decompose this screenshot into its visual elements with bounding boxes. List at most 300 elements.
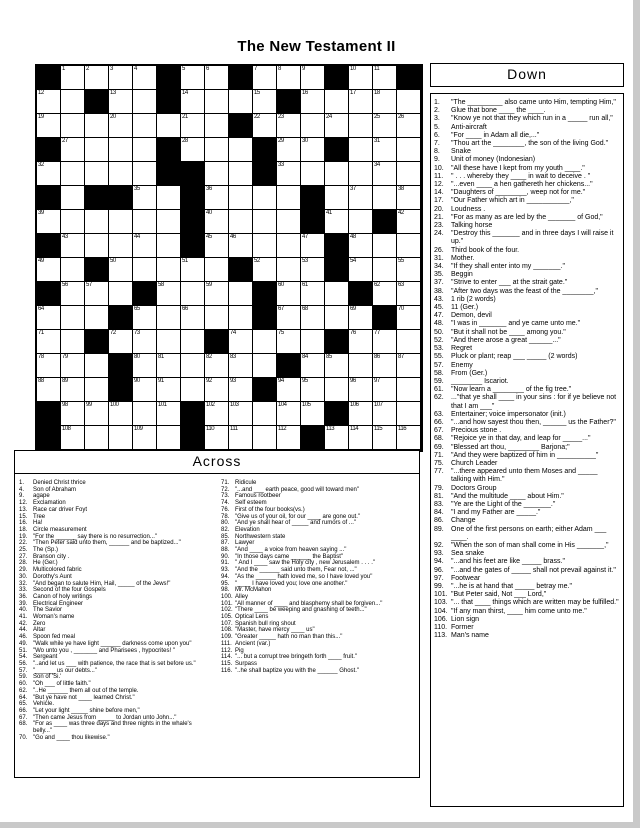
clue-number: 12. xyxy=(434,181,444,189)
clue-number: 95. xyxy=(221,580,230,587)
grid-cell-number: 103 xyxy=(230,402,239,408)
grid-cell xyxy=(349,330,373,354)
grid-black-cell xyxy=(253,282,277,306)
grid-cell xyxy=(373,234,397,258)
down-clue xyxy=(434,206,621,214)
grid-black-cell xyxy=(325,234,349,258)
across-clue xyxy=(221,527,415,534)
grid-cell-number: 11 xyxy=(374,66,380,72)
clue-number: 106. xyxy=(434,615,448,623)
grid-cell xyxy=(253,354,277,378)
grid-cell-number: 106 xyxy=(350,402,359,408)
down-clue xyxy=(434,411,621,419)
down-clue xyxy=(434,427,621,435)
across-clue xyxy=(221,601,415,608)
across-clue xyxy=(221,493,415,500)
grid-cell xyxy=(157,258,181,282)
down-clue xyxy=(434,288,621,296)
down-clue xyxy=(434,197,621,205)
down-clue xyxy=(434,320,621,328)
clue-number: 6. xyxy=(434,131,440,139)
grid-cell xyxy=(181,330,205,354)
clue-number: 12. xyxy=(19,500,28,507)
grid-black-cell xyxy=(373,306,397,330)
clue-text: Altar xyxy=(33,627,46,634)
down-clue xyxy=(434,378,621,386)
clue-number: 27. xyxy=(19,553,28,560)
down-clue xyxy=(434,279,621,287)
grid-cell-number: 24 xyxy=(326,114,332,120)
clue-number: 87. xyxy=(221,540,230,547)
grid-cell xyxy=(325,186,349,210)
clue-text: Second of the four Gospels xyxy=(33,587,106,594)
clue-text: Snake xyxy=(451,148,471,156)
clue-number: 99. xyxy=(434,582,444,590)
grid-cell xyxy=(181,258,205,282)
grid-cell xyxy=(61,354,85,378)
clue-text: "...he is at hand that _____ betray me." xyxy=(451,582,572,590)
grid-cell-number: 55 xyxy=(398,258,404,264)
grid-cell xyxy=(157,402,181,426)
grid-cell xyxy=(205,186,229,210)
grid-cell xyxy=(37,378,61,402)
clue-text: "Walk while ye have light ______ darkness come upon you" xyxy=(33,640,192,647)
grid-cell xyxy=(397,378,421,402)
grid-cell xyxy=(61,114,85,138)
clue-text: He (Ger.) xyxy=(33,560,58,567)
grid-cell-number: 6 xyxy=(206,66,209,72)
clue-number: 102. xyxy=(221,607,233,614)
clue-text: Tree xyxy=(33,513,46,520)
clue-number: 91. xyxy=(221,560,230,567)
clue-text: "In those days came ______ the Baptist" xyxy=(235,553,343,560)
clue-text: Doctors Group xyxy=(451,484,497,492)
grid-cell-number: 44 xyxy=(134,234,140,240)
grid-black-cell xyxy=(109,378,133,402)
clue-number: 63. xyxy=(434,410,444,418)
grid-cell-number: 48 xyxy=(350,234,356,240)
clue-text: The Savior xyxy=(33,607,63,614)
clue-number: 67. xyxy=(434,427,444,435)
across-clue xyxy=(19,493,213,500)
grid-cell-number: 101 xyxy=(158,402,167,408)
grid-cell-number: 109 xyxy=(134,426,143,432)
clue-number: 61. xyxy=(434,386,444,394)
across-clue xyxy=(221,547,415,554)
grid-black-cell xyxy=(325,330,349,354)
grid-black-cell xyxy=(85,330,109,354)
grid-cell xyxy=(373,114,397,138)
clue-number: 59. xyxy=(434,377,444,385)
clue-number: 81. xyxy=(434,492,444,500)
across-clue xyxy=(221,614,415,621)
grid-cell xyxy=(109,90,133,114)
clue-text: One of the first persons on earth; either Adam ___ ____. xyxy=(451,525,607,541)
down-header: Down xyxy=(430,63,624,87)
clue-text: "All these have I kept from my youth ____." xyxy=(451,164,585,172)
down-clue xyxy=(434,509,621,517)
grid-cell xyxy=(397,114,421,138)
down-clue xyxy=(434,173,621,181)
clue-number: 76. xyxy=(221,506,230,513)
clue-text: Enemy xyxy=(451,361,473,369)
clue-text: "Blessed art thou, ________ Barjona;" xyxy=(451,443,570,451)
clue-number: 57. xyxy=(434,361,444,369)
clue-number: 93. xyxy=(434,550,444,558)
grid-cell-number: 74 xyxy=(230,330,236,336)
grid-cell-number: 14 xyxy=(182,90,188,96)
clue-text: "..and let us ___ with patience, the race that is set before us." xyxy=(33,660,196,667)
clue-number: 8. xyxy=(434,148,440,156)
clue-number: 110. xyxy=(434,624,448,631)
grid-cell xyxy=(37,354,61,378)
clue-text: "Give us of your oil, for our ____ are gone out." xyxy=(235,513,360,520)
clue-text: "For as many as are led by the _______ of God," xyxy=(451,213,603,221)
grid-cell-number: 33 xyxy=(278,162,284,168)
across-clue xyxy=(19,627,213,634)
across-clue xyxy=(19,708,213,715)
across-clue xyxy=(19,581,213,588)
clue-text: First of the four books(vs.) xyxy=(235,506,305,513)
clue-text: Lion sign xyxy=(451,615,480,623)
grid-cell-number: 100 xyxy=(110,402,119,408)
grid-cell xyxy=(109,162,133,186)
grid-cell-number: 5 xyxy=(182,66,185,72)
grid-black-cell xyxy=(325,66,349,90)
grid-cell xyxy=(373,258,397,282)
across-clue xyxy=(19,634,213,641)
grid-cell xyxy=(301,234,325,258)
grid-cell-number: 38 xyxy=(398,186,404,192)
grid-cell xyxy=(397,258,421,282)
grid-cell xyxy=(109,282,133,306)
clue-text: Denied Christ thrice xyxy=(33,480,86,486)
grid-cell xyxy=(181,114,205,138)
grid-cell xyxy=(277,330,301,354)
clue-number: 19. xyxy=(19,533,28,540)
grid-cell xyxy=(277,282,301,306)
down-clue xyxy=(434,460,621,468)
grid-black-cell xyxy=(85,186,109,210)
clue-number: 48. xyxy=(434,320,444,328)
grid-black-cell xyxy=(229,258,253,282)
down-clue xyxy=(434,419,621,427)
clue-text: "And ____ a voice from heaven saying ..." xyxy=(235,547,347,554)
grid-cell-number: 72 xyxy=(110,330,116,336)
down-clue xyxy=(434,452,621,460)
grid-cell-number: 80 xyxy=(134,354,140,360)
clue-number: 5. xyxy=(434,123,440,131)
grid-cell-number: 43 xyxy=(62,234,68,240)
clue-text: "And began to salute Him, Hail, _____ of the Jews!" xyxy=(33,580,171,587)
grid-black-cell xyxy=(325,138,349,162)
clue-number: 67. xyxy=(19,714,28,721)
clue-text: 11 (Ger.) xyxy=(451,304,479,312)
grid-cell xyxy=(301,330,325,354)
clue-number: 104. xyxy=(434,607,448,615)
grid-cell xyxy=(349,162,373,186)
down-clue xyxy=(434,624,621,632)
clue-text: Former xyxy=(451,624,474,631)
across-clues-column-2 xyxy=(217,480,419,777)
clue-text: Regret xyxy=(451,345,473,353)
across-clue xyxy=(221,480,415,487)
grid-black-cell xyxy=(301,426,325,450)
clue-text: Famous rootbeer xyxy=(235,493,281,500)
down-clue xyxy=(434,583,621,591)
grid-cell xyxy=(397,426,421,450)
clue-number: 14. xyxy=(434,189,444,197)
grid-cell-number: 63 xyxy=(398,282,404,288)
grid-cell xyxy=(205,426,229,450)
grid-cell-number: 66 xyxy=(182,306,188,312)
grid-black-cell xyxy=(37,426,61,450)
grid-cell xyxy=(37,330,61,354)
grid-cell-number: 52 xyxy=(254,258,260,264)
clue-text: "For as ____ was three days and three nights in the whale's belly..." xyxy=(33,721,192,735)
clue-text: Sergeant xyxy=(33,654,58,661)
grid-cell-number: 92 xyxy=(206,378,212,384)
grid-cell-number: 60 xyxy=(278,282,284,288)
across-clue xyxy=(221,641,415,648)
clue-number: 4. xyxy=(19,486,25,493)
grid-cell-number: 53 xyxy=(302,258,308,264)
clue-text: "... but a corrupt tree bringeth forth ____ fruit." xyxy=(235,654,357,661)
across-clue xyxy=(19,648,213,655)
grid-cell-number: 93 xyxy=(230,378,236,384)
grid-cell xyxy=(109,258,133,282)
clue-number: 69. xyxy=(434,443,444,451)
grid-cell xyxy=(181,354,205,378)
grid-black-cell xyxy=(109,354,133,378)
grid-cell xyxy=(253,186,277,210)
grid-cell xyxy=(373,426,397,450)
grid-cell-number: 13 xyxy=(110,90,116,96)
grid-cell-number: 76 xyxy=(350,330,356,336)
clue-text: Anti-aircraft xyxy=(451,123,487,131)
down-clue xyxy=(434,542,621,550)
grid-black-cell xyxy=(37,186,61,210)
grid-cell-number: 46 xyxy=(230,234,236,240)
across-clue xyxy=(221,607,415,614)
grid-cell xyxy=(349,306,373,330)
clue-number: 9. xyxy=(19,493,25,500)
grid-cell xyxy=(229,90,253,114)
clue-number: 65. xyxy=(19,701,28,708)
grid-cell xyxy=(277,186,301,210)
clue-number: 55. xyxy=(434,353,444,361)
clue-number: 11. xyxy=(434,172,444,180)
grid-cell-number: 110 xyxy=(206,426,215,432)
clue-number: 7. xyxy=(434,140,440,148)
grid-cell xyxy=(373,282,397,306)
grid-cell xyxy=(133,66,157,90)
across-clue xyxy=(221,634,415,641)
grid-cell xyxy=(277,162,301,186)
grid-cell xyxy=(277,234,301,258)
grid-cell xyxy=(301,282,325,306)
grid-cell-number: 59 xyxy=(206,282,212,288)
clue-text: "And they were baptized of him in __________" xyxy=(451,451,599,459)
grid-black-cell xyxy=(37,234,61,258)
grid-cell xyxy=(397,306,421,330)
clue-number: 64. xyxy=(19,694,28,701)
clue-number: 22. xyxy=(19,540,28,547)
grid-cell xyxy=(349,138,373,162)
grid-cell xyxy=(349,354,373,378)
grid-cell xyxy=(277,66,301,90)
clue-text: "... that ____ things which are written may be fulfilled." xyxy=(451,599,619,607)
grid-cell xyxy=(133,138,157,162)
grid-cell-number: 61 xyxy=(302,282,308,288)
down-clue xyxy=(434,255,621,263)
clue-text: Alley xyxy=(235,593,249,600)
grid-cell xyxy=(205,210,229,234)
grid-cell xyxy=(397,402,421,426)
grid-cell xyxy=(205,138,229,162)
clue-text: "Strive to enter ___ at the strait gate." xyxy=(451,279,568,287)
clue-text: "...and how sayest thou then, ______ us the Father?" xyxy=(451,418,616,426)
across-clue xyxy=(221,560,415,567)
grid-cell xyxy=(205,258,229,282)
grid-black-cell xyxy=(253,162,277,186)
clue-text: "Daughters of ________, weep not for me." xyxy=(451,189,586,197)
grid-cell-number: 86 xyxy=(374,354,380,360)
clue-text: Church Leader xyxy=(451,459,498,467)
grid-cell xyxy=(373,138,397,162)
down-clue xyxy=(434,329,621,337)
grid-cell xyxy=(85,66,109,90)
clue-number: 115. xyxy=(221,660,233,667)
grid-cell xyxy=(157,426,181,450)
grid-black-cell xyxy=(181,210,205,234)
clue-text: From (Ger.) xyxy=(451,369,488,377)
clue-number: 37. xyxy=(434,279,444,287)
grid-black-cell xyxy=(157,138,181,162)
grid-black-cell xyxy=(37,66,61,90)
clue-text: "...there appeared unto them Moses and _____ talking with Him." xyxy=(451,468,598,484)
grid-cell xyxy=(205,162,229,186)
across-clue xyxy=(221,534,415,541)
clue-text: "Wo unto you , _______ and Pharisees , hypocrites! " xyxy=(33,647,175,654)
grid-cell-number: 7 xyxy=(254,66,257,72)
grid-cell xyxy=(229,378,253,402)
clue-number: 108. xyxy=(221,627,233,634)
grid-cell xyxy=(301,66,325,90)
grid-cell xyxy=(301,402,325,426)
grid-cell xyxy=(253,210,277,234)
grid-cell-number: 104 xyxy=(278,402,287,408)
grid-cell xyxy=(325,306,349,330)
grid-cell-number: 23 xyxy=(278,114,284,120)
grid-cell xyxy=(349,234,373,258)
down-clue xyxy=(434,263,621,271)
clue-number: 105. xyxy=(221,614,233,621)
clue-text: "Thou art the ________, the son of the living God." xyxy=(451,140,609,148)
grid-cell xyxy=(37,90,61,114)
clue-number: 82. xyxy=(221,526,230,533)
clue-text: Ancient (var.) xyxy=(235,640,271,647)
clue-number: 79. xyxy=(434,484,444,492)
clue-text: Canon of holy writings xyxy=(33,593,93,600)
across-clue xyxy=(221,514,415,521)
clue-number: 32. xyxy=(19,580,28,587)
across-clue xyxy=(19,487,213,494)
grid-cell xyxy=(397,138,421,162)
down-clue xyxy=(434,140,621,148)
grid-cell xyxy=(277,378,301,402)
grid-cell xyxy=(373,66,397,90)
grid-black-cell xyxy=(253,138,277,162)
grid-cell xyxy=(373,402,397,426)
clue-text: Exclamation xyxy=(33,500,66,507)
grid-cell xyxy=(181,378,205,402)
clue-number: 68. xyxy=(434,435,444,443)
grid-black-cell xyxy=(157,66,181,90)
clue-number: 1. xyxy=(434,99,440,106)
down-clue xyxy=(434,156,621,164)
down-clue xyxy=(434,148,621,156)
down-clue xyxy=(434,501,621,509)
grid-black-cell xyxy=(301,186,325,210)
clue-number: 17. xyxy=(434,197,444,205)
clue-text: "..He ______ them all out of the temple. xyxy=(33,687,139,694)
clue-text: "Now learn a ________ of the fig tree." xyxy=(451,386,572,394)
grid-cell-number: 41 xyxy=(326,210,332,216)
clue-number: 75. xyxy=(434,459,444,467)
grid-black-cell xyxy=(181,162,205,186)
grid-cell xyxy=(85,378,109,402)
grid-cell xyxy=(85,306,109,330)
clue-text: Man's name xyxy=(451,632,489,640)
down-clue xyxy=(434,591,621,599)
grid-cell-number: 20 xyxy=(110,114,116,120)
grid-cell xyxy=(37,306,61,330)
across-clue xyxy=(221,507,415,514)
grid-cell-number: 85 xyxy=(326,354,332,360)
page-edge-bottom xyxy=(0,822,640,828)
grid-cell-number: 3 xyxy=(110,66,113,72)
grid-black-cell xyxy=(109,186,133,210)
clue-number: 116. xyxy=(221,667,233,674)
clue-number: 96. xyxy=(434,566,444,574)
grid-cell xyxy=(301,114,325,138)
down-clue xyxy=(434,214,621,222)
clue-number: 60. xyxy=(19,681,28,688)
grid-cell xyxy=(61,402,85,426)
down-clue xyxy=(434,550,621,558)
across-clue xyxy=(221,487,415,494)
clue-text: "Master, have mercy ____ us" xyxy=(235,627,315,634)
grid-cell-number: 31 xyxy=(374,138,380,144)
grid-cell-number: 116 xyxy=(398,426,407,432)
clue-number: 2. xyxy=(434,107,440,115)
grid-cell-number: 57 xyxy=(86,282,92,288)
clue-number: 25. xyxy=(19,547,28,554)
clue-number: 62. xyxy=(434,394,444,402)
grid-cell xyxy=(277,138,301,162)
clue-number: 90. xyxy=(221,553,230,560)
grid-cell xyxy=(373,330,397,354)
grid-cell xyxy=(325,210,349,234)
grid-cell-number: 64 xyxy=(38,306,44,312)
grid-cell-number: 50 xyxy=(110,258,116,264)
clue-text: Pluck or plant; reap ___ _____ (2 words) xyxy=(451,353,578,361)
clue-text: "Let your light _____ shine before men," xyxy=(33,707,140,714)
grid-cell xyxy=(277,210,301,234)
clue-text: Spoon fed meal xyxy=(33,634,76,641)
clue-text: Zero xyxy=(33,620,46,627)
